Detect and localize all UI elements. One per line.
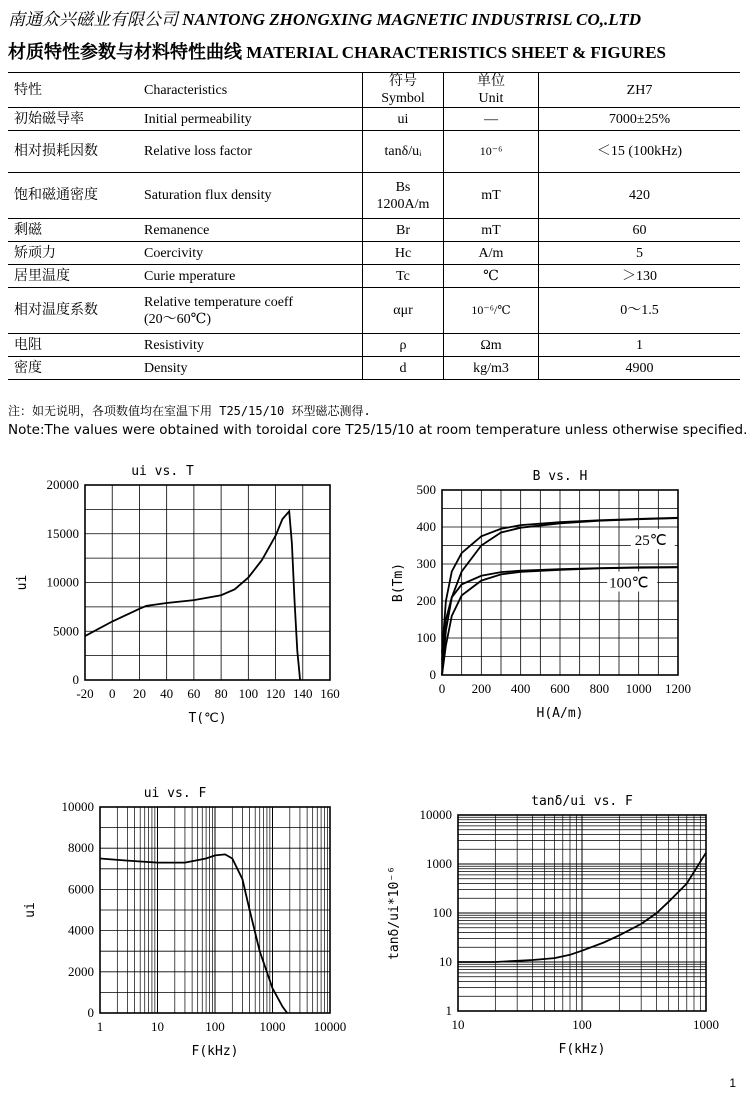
sheet-title	[8, 38, 666, 64]
svg-text:60: 60	[187, 686, 201, 701]
series-line	[85, 511, 300, 680]
company-header	[8, 5, 641, 30]
header-cn: 特性	[8, 73, 138, 108]
chart-b-vs-h	[380, 455, 740, 765]
svg-text:1: 1	[445, 1003, 452, 1018]
svg-text:10000: 10000	[313, 1019, 347, 1034]
svg-text:8000: 8000	[68, 840, 94, 856]
page-number: 1	[729, 1076, 736, 1090]
svg-text:100: 100	[432, 905, 452, 920]
company-name-en: NANTONG ZHONGXING MAGNETIC INDUSTRISL CO,.LTD	[182, 10, 641, 29]
grid	[100, 807, 330, 1013]
svg-text:100: 100	[572, 1017, 592, 1032]
svg-text:800: 800	[589, 681, 610, 696]
y-axis-label: ui	[15, 574, 30, 591]
note-en: Note:The values were obtained with toroidal core T25/15/10 at room temperature unless otherwise specified.	[8, 422, 748, 438]
svg-text:100: 100	[205, 1019, 225, 1034]
svg-text:0: 0	[72, 672, 79, 687]
svg-text:100: 100	[416, 630, 436, 645]
chart-tand-vs-f	[380, 775, 740, 1085]
table-row: 矫顽力 Coercivity Hc A/m 5	[8, 242, 740, 265]
table-row: 初始磁导率 Initial permeability ui — 7000±25%	[8, 108, 740, 131]
svg-text:0: 0	[108, 686, 116, 701]
x-axis-label: F(kHz)	[191, 1044, 239, 1059]
svg-text:600: 600	[550, 681, 570, 696]
series-line	[100, 854, 287, 1013]
y-axis-label: tanδ/ui*10⁻⁶	[387, 866, 402, 960]
svg-text:10000: 10000	[61, 799, 94, 814]
svg-text:300: 300	[416, 556, 436, 571]
header-symbol: 符号 Symbol	[363, 73, 444, 108]
svg-text:10: 10	[451, 1017, 465, 1032]
sheet-title-en: MATERIAL CHARACTERISTICS SHEET & FIGURES	[246, 43, 666, 62]
header-en: Characteristics	[138, 73, 363, 108]
chart-title: B vs. H	[532, 469, 588, 484]
svg-text:1000: 1000	[426, 856, 452, 871]
svg-text:200: 200	[416, 593, 436, 608]
svg-text:1000: 1000	[693, 1017, 719, 1032]
svg-text:160: 160	[320, 686, 340, 701]
header-material: ZH7	[539, 73, 741, 108]
svg-text:20000: 20000	[46, 477, 79, 492]
svg-text:10000: 10000	[46, 574, 79, 590]
table-row: 密度 Density d kg/m3 4900	[8, 357, 740, 380]
svg-text:2000: 2000	[68, 963, 94, 979]
x-axis-label: H(A/m)	[536, 706, 584, 721]
svg-text:5000: 5000	[53, 623, 79, 639]
svg-text:140: 140	[293, 686, 313, 701]
table-row: 剩磁 Remanence Br mT 60	[8, 219, 740, 242]
chart-title: ui vs. T	[131, 464, 194, 479]
svg-text:10: 10	[439, 954, 452, 969]
svg-text:0: 0	[429, 667, 436, 682]
chart-title: tanδ/ui vs. F	[531, 794, 633, 809]
annotation-100c: 100℃	[609, 575, 649, 592]
svg-text:200: 200	[471, 681, 492, 696]
table-row: 居里温度 Curie mperature Tc ℃ ＞130	[8, 265, 740, 288]
svg-text:400: 400	[510, 681, 531, 696]
company-name-cn: 南通众兴磁业有限公司	[8, 10, 178, 29]
svg-text:100: 100	[238, 686, 259, 701]
table-row: 相对温度系数 Relative temperature coeff (20～60℃) αμr 10⁻⁶/℃ 0～1.5	[8, 288, 740, 334]
characteristics-table	[8, 72, 740, 380]
svg-text:1000: 1000	[625, 681, 652, 696]
table-header-row	[8, 73, 740, 108]
svg-text:10: 10	[151, 1019, 164, 1034]
svg-text:500: 500	[416, 482, 436, 497]
grid	[458, 815, 706, 1011]
svg-text:400: 400	[416, 519, 436, 534]
header-unit: 单位 Unit	[444, 73, 539, 108]
sheet-title-cn: 材质特性参数与材料特性曲线	[8, 42, 242, 62]
chart-title: ui vs. F	[143, 786, 207, 801]
y-axis-label: ui	[23, 902, 38, 918]
x-axis-label: T(℃)	[188, 711, 227, 726]
table-row: 相对损耗因数 Relative loss factor tanδ/uᵢ 10⁻⁶ ＜15 (100kHz)	[8, 131, 740, 173]
annotation-25c: 25℃	[634, 533, 667, 549]
svg-text:6000: 6000	[68, 881, 94, 897]
chart-ui-vs-f	[10, 775, 370, 1085]
svg-text:10000: 10000	[419, 807, 452, 822]
svg-text:20: 20	[132, 686, 146, 701]
x-axis-label: F(kHz)	[558, 1042, 606, 1057]
svg-text:15000: 15000	[46, 525, 79, 541]
svg-text:1200: 1200	[665, 681, 691, 696]
svg-text:0: 0	[87, 1005, 94, 1020]
note-cn: 注：如无说明，各项数值均在室温下用 T25/15/10 环型磁芯测得.	[8, 404, 371, 418]
table-row: 饱和磁通密度 Saturation flux density Bs 1200A/m mT 420	[8, 173, 740, 219]
svg-text:0: 0	[438, 681, 446, 696]
y-axis-label: B(Tm)	[391, 562, 406, 603]
table-row: 电阻 Resistivity ρ Ωm 1	[8, 334, 740, 357]
svg-text:1000: 1000	[259, 1019, 286, 1034]
chart-ui-vs-t	[10, 455, 370, 765]
svg-text:1: 1	[96, 1019, 104, 1034]
svg-text:40: 40	[160, 686, 174, 701]
svg-text:4000: 4000	[68, 922, 94, 938]
svg-text:80: 80	[214, 686, 228, 701]
svg-text:-20: -20	[76, 686, 94, 701]
svg-text:120: 120	[265, 686, 286, 701]
